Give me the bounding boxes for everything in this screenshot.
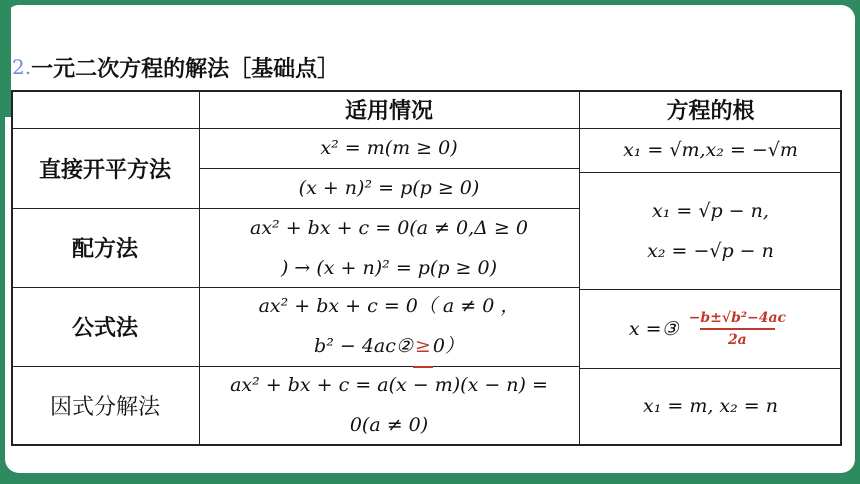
root-completing-square (579, 172, 842, 289)
header-roots: 方程的根 (666, 97, 755, 123)
root-direct: x₁ = √m,x₂ = −√m (623, 139, 798, 161)
case-line-2: 0(a ≠ 0) (349, 414, 429, 436)
case-line-1: ax² + bx + c = a(x − m)(x − n) = (230, 374, 548, 396)
root-quadratic-formula (579, 289, 842, 368)
discriminant-text: b² − 4ac② (314, 334, 413, 357)
case-direct-2: (x + n)² = p(p ≥ 0) (298, 177, 480, 199)
heading-number: 2. (12, 55, 32, 79)
method-quadratic-formula: 公式法 (71, 315, 138, 340)
root-factorization: x₁ = m, x₂ = n (643, 395, 778, 417)
discriminant-suffix: 0） (432, 334, 464, 357)
formula-fraction (683, 310, 792, 348)
root-line-2: x₂ = −√p − n (647, 239, 774, 262)
root-prefix: x =③ (628, 317, 679, 340)
method-completing-square: 配方法 (71, 236, 138, 261)
discriminant-answer: ≥ (413, 326, 433, 368)
bottom-frame-bar (0, 474, 860, 484)
formula-numerator: −b±√b²−4ac (688, 309, 787, 326)
case-line-1: ax² + bx + c = 0(a ≠ 0,Δ ≥ 0 (250, 216, 528, 239)
method-factorization: 因式分解法 (49, 393, 160, 419)
case-direct-1: x² = m(m ≥ 0) (320, 137, 458, 159)
formula-denominator: 2a (700, 328, 775, 348)
heading-title: 一元二次方程的解法［基础点］ (31, 55, 340, 81)
section-heading (12, 52, 339, 82)
case-factorization (199, 366, 579, 444)
case-quadratic-formula (199, 287, 579, 366)
case-line-1: ax² + bx + c = 0（ a ≠ 0 ， (258, 294, 520, 317)
case-line-2 (314, 326, 464, 368)
method-direct-square-root: 直接开平方法 (38, 156, 171, 182)
header-applicable-case: 适用情况 (344, 97, 433, 123)
methods-table (11, 90, 842, 446)
case-line-2: ) → (x + n)² = p(p ≥ 0) (280, 256, 498, 279)
case-completing-square (199, 208, 579, 287)
root-line-1: x₁ = √p − n, (652, 199, 769, 222)
